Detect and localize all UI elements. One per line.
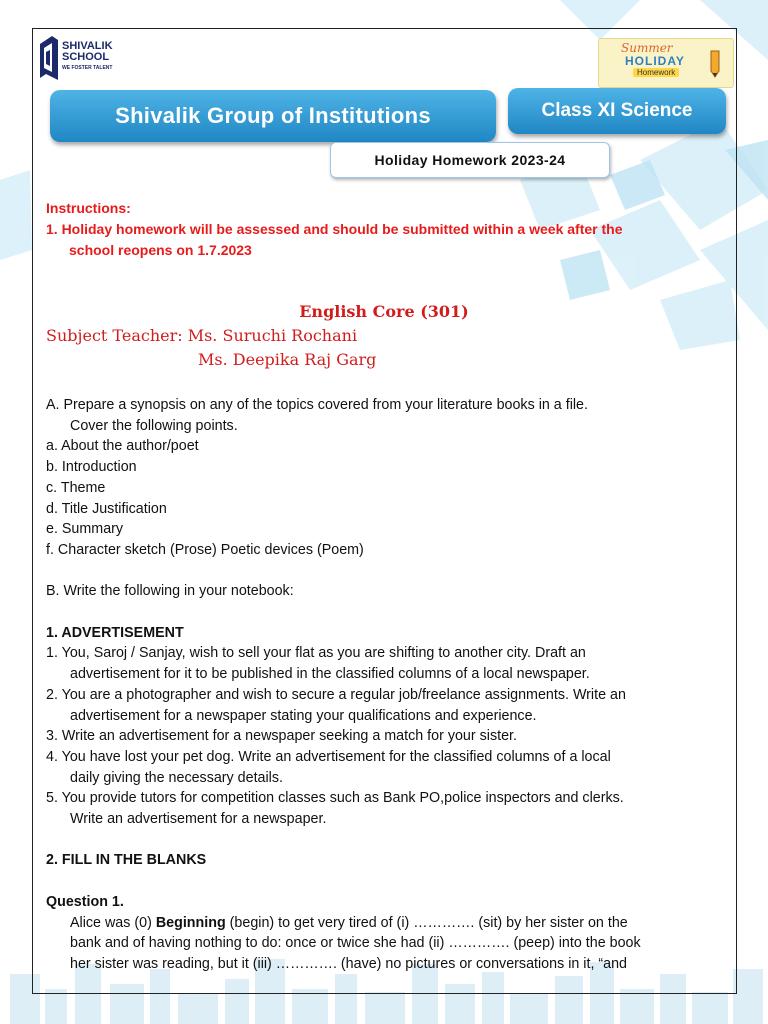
question-1-line-2: bank and of having nothing to do: once or twice she had (ii) …………. (peep) into the book: [70, 935, 641, 952]
section-b-intro: B. Write the following in your notebook:: [46, 583, 294, 600]
section-a-point: e. Summary: [46, 521, 124, 538]
badge-holiday-text: HOLIDAY: [625, 54, 685, 68]
section-a-point: f. Character sketch (Prose) Poetic devices (Poem): [46, 541, 364, 558]
logo-tagline: WE FOSTER TALENT: [62, 65, 113, 71]
subject-title: English Core (301): [299, 302, 469, 321]
advertisement-item-line-1: 4. You have lost your pet dog. Write an advertisement for the classified columns of a local: [46, 748, 611, 765]
instruction-item-1-line-2: school reopens on 1.7.2023: [69, 242, 252, 258]
instruction-item-1-line-1: 1. Holiday homework will be assessed and should be submitted within a week after the: [46, 221, 623, 237]
instructions-heading: Instructions:: [46, 200, 131, 216]
advertisement-item-line-2: Write an advertisement for a newspaper.: [70, 811, 327, 828]
q1-line-1-post: (begin) to get very tired of (i) …………. (sit) by her sister on the: [225, 914, 628, 931]
homework-title-pill: Holiday Homework 2023-24: [330, 142, 610, 178]
advertisement-item-line-1: 5. You provide tutors for competition classes such as Bank PO,police inspectors and clerks.: [46, 790, 624, 807]
homework-body: [46, 395, 736, 975]
subject-teacher-line-1: Subject Teacher: Ms. Suruchi Rochani: [46, 326, 358, 345]
q1-example-answer: Beginning: [155, 914, 226, 931]
q1-line-1-pre: Alice was (0): [70, 914, 156, 931]
question-1-line-3: her sister was reading, but it (iii) …………. (have) no pictures or conversations in it, “and: [70, 955, 627, 972]
advertisement-item-line-2: advertisement for a newspaper stating your qualifications and experience.: [70, 707, 537, 724]
section-a-point: b. Introduction: [46, 459, 137, 476]
advertisement-item-line-1: 2. You are a photographer and wish to secure a regular job/freelance assignments. Write an: [46, 686, 626, 703]
fill-blanks-heading: 2. FILL IN THE BLANKS: [46, 852, 207, 869]
section-a-line-1: A. Prepare a synopsis on any of the topics covered from your literature books in a file.: [46, 397, 588, 413]
summer-holiday-badge: [598, 38, 734, 88]
badge-summer-text: Summer: [621, 41, 673, 55]
question-label: Question 1.: [46, 893, 124, 910]
advertisement-item-line-2: daily giving the necessary details.: [70, 769, 283, 786]
institution-title-banner: Shivalik Group of Institutions: [50, 90, 496, 142]
advertisement-item-line-1: 1. You, Saroj / Sanjay, wish to sell your flat as you are shifting to another city. Draft an: [46, 645, 586, 662]
class-label-banner: Class XI Science: [508, 88, 726, 134]
section-a-point: d. Title Justification: [46, 500, 167, 517]
subject-teacher-line-2: Ms. Deepika Raj Garg: [198, 350, 377, 369]
advertisement-heading: 1. ADVERTISEMENT: [46, 624, 184, 641]
question-1-line-1: [46, 913, 736, 934]
section-a-line-2: Cover the following points.: [70, 417, 238, 434]
advertisement-item-line-1: 3. Write an advertisement for a newspaper seeking a match for your sister.: [46, 728, 517, 745]
instructions-block: [46, 198, 726, 261]
logo-wordmark: SHIVALIK SCHOOL: [62, 40, 113, 63]
section-a-point: c. Theme: [46, 479, 106, 496]
section-a-point: a. About the author/poet: [46, 438, 199, 455]
pencil-icon: [705, 49, 727, 79]
advertisement-item-line-2: advertisement for it to be published in the classified columns of a local newspaper.: [70, 666, 590, 683]
badge-homework-text: Homework: [633, 68, 679, 77]
